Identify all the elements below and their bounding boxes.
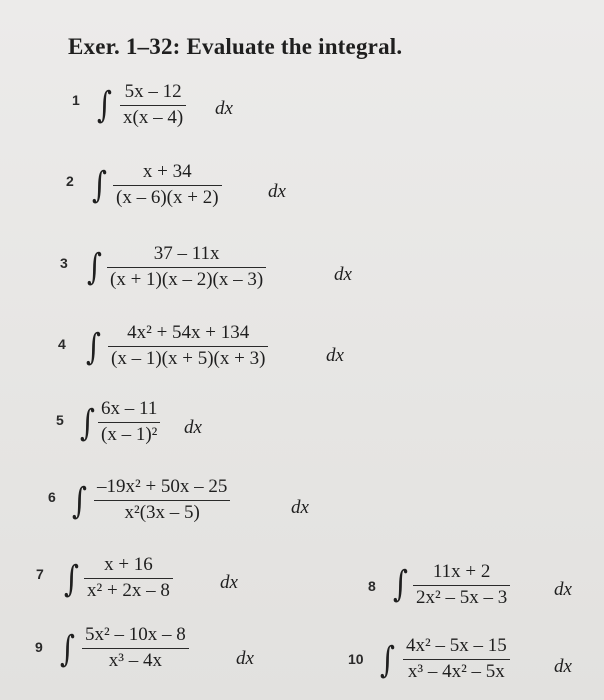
problem-number: 6 [48, 489, 56, 505]
denominator: x³ – 4x [108, 650, 162, 672]
numerator: 37 – 11x [153, 243, 220, 264]
problem-number: 9 [35, 639, 43, 655]
differential: dx [268, 181, 286, 202]
integral-sign-icon: ∫ [80, 403, 96, 444]
integral-sign-icon: ∫ [86, 327, 102, 368]
integral-sign-icon: ∫ [87, 247, 103, 288]
numerator: x + 34 [142, 161, 192, 182]
problem-number: 3 [60, 255, 68, 271]
numerator: 5x² – 10x – 8 [85, 624, 186, 645]
differential: dx [554, 579, 572, 600]
denominator: x(x – 4) [123, 107, 184, 129]
integral-sign-icon: ∫ [64, 559, 80, 600]
numerator: x + 16 [104, 554, 153, 575]
differential: dx [326, 345, 344, 366]
problem-number: 7 [36, 566, 44, 582]
denominator: (x + 1)(x – 2)(x – 3) [110, 269, 264, 291]
denominator: (x – 1)² [101, 424, 158, 446]
problem-number: 1 [72, 92, 80, 108]
fraction [98, 399, 160, 446]
exercise-heading: Exer. 1–32: Evaluate the integral. [68, 34, 403, 59]
integral-sign-icon: ∫ [92, 165, 108, 206]
fraction [94, 477, 230, 524]
integral-sign-icon: ∫ [60, 629, 76, 670]
fraction [403, 636, 510, 683]
differential: dx [554, 656, 572, 677]
differential: dx [236, 648, 254, 669]
differential: dx [220, 572, 238, 593]
numerator: 11x + 2 [432, 561, 491, 582]
differential: dx [334, 264, 352, 285]
numerator: 6x – 11 [101, 398, 158, 419]
differential: dx [291, 497, 309, 518]
problem-number: 8 [368, 578, 376, 594]
numerator: 4x² – 5x – 15 [406, 635, 507, 656]
problem-number: 4 [58, 336, 66, 352]
denominator: x³ – 4x² – 5x [407, 661, 505, 683]
fraction [413, 562, 510, 609]
problem-number: 2 [66, 173, 74, 189]
denominator: 2x² – 5x – 3 [416, 587, 508, 609]
integral-sign-icon: ∫ [72, 481, 88, 522]
denominator: (x – 1)(x + 5)(x + 3) [111, 348, 266, 370]
numerator: –19x² + 50x – 25 [97, 476, 228, 497]
numerator: 5x – 12 [124, 81, 182, 102]
fraction [82, 625, 189, 672]
integral-sign-icon: ∫ [97, 85, 113, 126]
problem-number: 5 [56, 412, 64, 428]
problem-number: 10 [348, 651, 364, 667]
differential: dx [215, 98, 233, 119]
fraction [84, 555, 173, 602]
integral-sign-icon: ∫ [393, 564, 409, 605]
fraction [120, 82, 186, 129]
numerator: 4x² + 54x + 134 [127, 322, 250, 343]
denominator: x²(3x – 5) [124, 502, 200, 524]
fraction [107, 244, 266, 291]
denominator: (x – 6)(x + 2) [116, 187, 219, 209]
fraction [108, 323, 268, 370]
denominator: x² + 2x – 8 [87, 580, 170, 602]
differential: dx [184, 417, 202, 438]
integral-sign-icon: ∫ [380, 640, 396, 681]
fraction [113, 162, 222, 209]
